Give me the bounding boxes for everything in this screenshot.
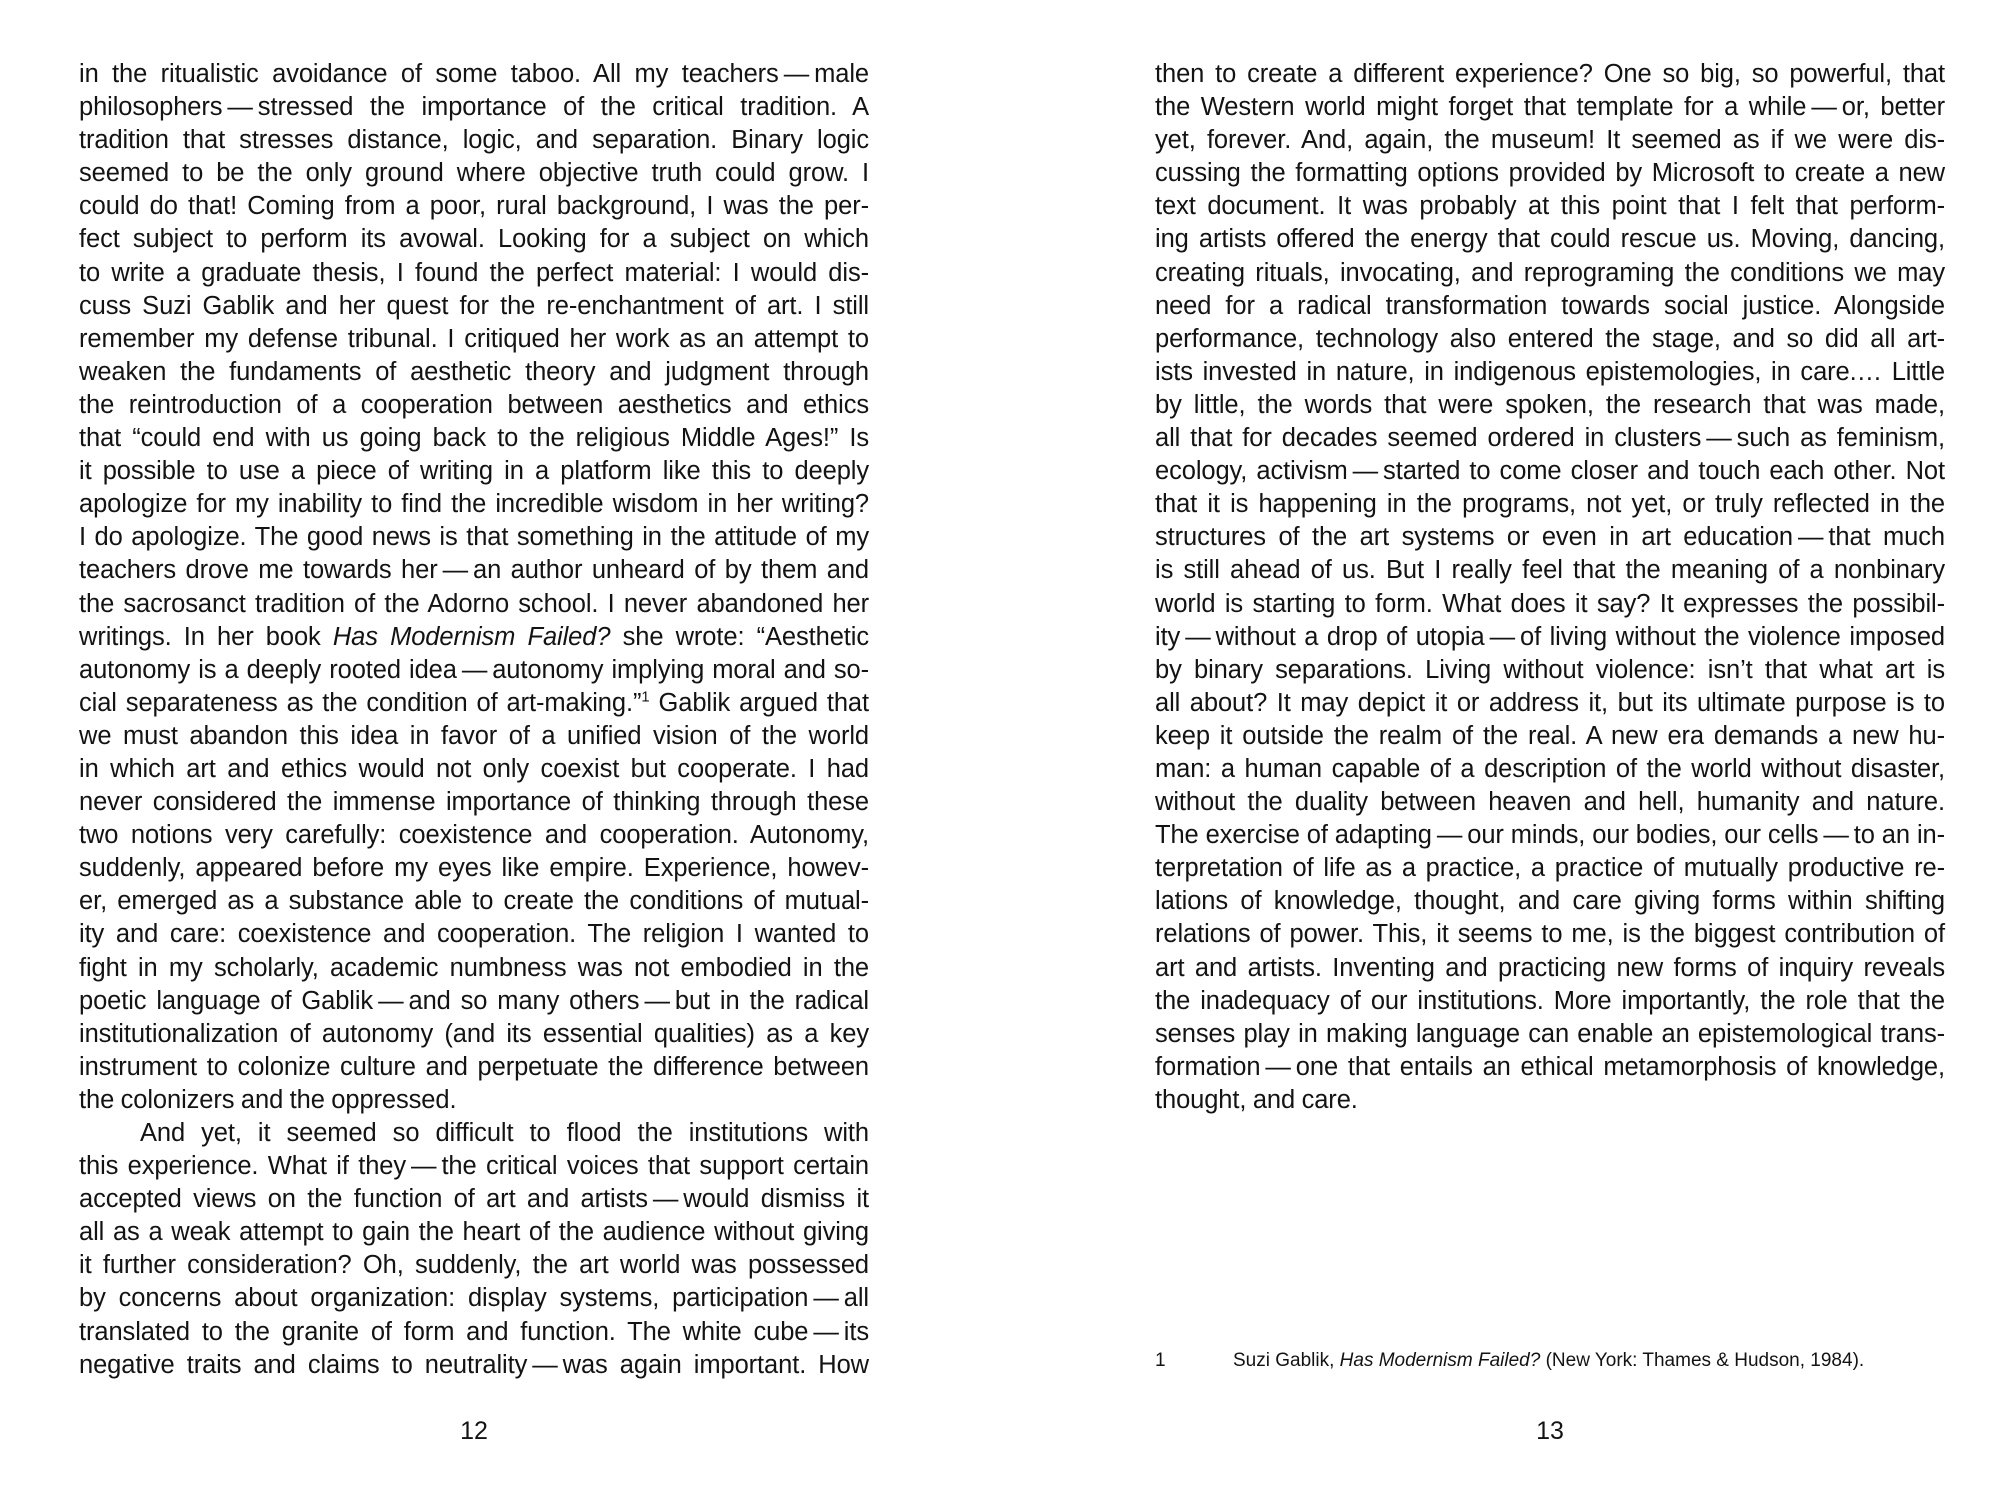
text-line: world is starting to form. What does it say? It expresses the possibil- [1155, 589, 1945, 618]
text-line: fect subject to perform its avowal. Looking for a subject on which [79, 225, 869, 254]
text-line: never considered the immense importance of thinking through these [79, 788, 869, 817]
text-line: weaken the fundaments of aesthetic theory and judgment through [79, 357, 869, 386]
footnote-marker: 1 [1155, 1350, 1166, 1371]
text-line: thought, and care. [1155, 1085, 1358, 1114]
text-line: all as a weak attempt to gain the heart of the audience without giving [79, 1218, 869, 1247]
text-line: seemed to be the only ground where objective truth could grow. I [79, 159, 869, 188]
text-line: text document. It was probably at this point that I felt that perform- [1155, 192, 1945, 221]
text-line: it possible to use a piece of writing in a platform like this to deeply [79, 457, 869, 486]
text-line: is still ahead of us. But I really feel that the meaning of a nonbinary [1155, 556, 1945, 585]
page-right [1000, 0, 2000, 1500]
text-line: institutionalization of autonomy (and its essential qualities) as a key [79, 1019, 869, 1048]
text-line: accepted views on the function of art and artists — would dismiss it [79, 1185, 869, 1214]
text-line: relations of power. This, it seems to me, is the biggest contribution of [1155, 920, 1945, 949]
text-line: tradition that stresses distance, logic, and separation. Binary logic [79, 126, 869, 155]
text-line: terpretation of life as a practice, a practice of mutually productive re- [1155, 854, 1945, 883]
text-line: poetic language of Gablik — and so many others — but in the radical [79, 986, 869, 1015]
text-line: philosophers — stressed the importance of the critical tradition. A [79, 93, 869, 122]
text-line: ity — without a drop of utopia — of living without the violence imposed [1155, 622, 1945, 651]
text-line: then to create a different experience? One so big, so powerful, that [1155, 60, 1945, 88]
text-line: by binary separations. Living without violence: isn’t that what art is [1155, 655, 1945, 684]
text-line: fight in my scholarly, academic numbness was not embodied in the [79, 953, 869, 982]
text-line: we must abandon this idea in favor of a unified vision of the world [79, 721, 869, 750]
text-line: And yet, it seemed so difficult to flood the institutions with [140, 1119, 869, 1147]
text-line: yet, forever. And, again, the museum! It seemed as if we were dis- [1155, 126, 1945, 155]
text-line: this experience. What if they — the critical voices that support certain [79, 1152, 869, 1181]
left-page-text-column [79, 58, 869, 1382]
text-line: The exercise of adapting — our minds, our bodies, our cells — to an in- [1155, 821, 1945, 850]
text-line: all that for decades seemed ordered in clusters — such as feminism, [1155, 424, 1945, 453]
text-line: apologize for my inability to find the incredible wisdom in her writing? [79, 490, 869, 519]
text-line: suddenly, appeared before my eyes like empire. Experience, howev- [79, 854, 869, 883]
text-line: cussing the formatting options provided by Microsoft to create a new [1155, 159, 1945, 188]
footnote [1155, 1349, 1955, 1373]
text-line: instrument to colonize culture and perpetuate the difference between [79, 1052, 869, 1081]
text-line: cial separateness as the condition of art-making.”$^1$ Gablik argued that [79, 688, 870, 717]
text-line: remember my defense tribunal. I critiqued her work as an attempt to [79, 324, 869, 353]
text-line: art and artists. Inventing and practicing new forms of inquiry reveals [1155, 953, 1945, 982]
text-line: could do that! Coming from a poor, rural background, I was the per- [79, 192, 869, 221]
text-line: ists invested in nature, in indigenous epistemologies, in care.… Little [1155, 357, 1945, 386]
text-line: two notions very carefully: coexistence and cooperation. Autonomy, [79, 821, 869, 850]
text-line: autonomy is a deeply rooted idea — autonomy implying moral and so- [79, 655, 869, 684]
text-line: the inadequacy of our institutions. More importantly, the role that the [1155, 986, 1945, 1015]
text-line: in which art and ethics would not only coexist but cooperate. I had [79, 754, 869, 783]
text-line: structures of the art systems or even in art education — that much [1155, 523, 1945, 552]
text-line: creating rituals, invocating, and reprograming the conditions we may [1155, 258, 1945, 287]
text-line: writings. In her book Has Modernism Failed? she wrote: “Aesthetic [79, 622, 869, 651]
text-line: in the ritualistic avoidance of some taboo. All my teachers — male [79, 60, 869, 88]
text-line: by concerns about organization: display systems, participation — all [79, 1284, 869, 1313]
text-line: formation — one that entails an ethical metamorphosis of knowledge, [1155, 1052, 1945, 1081]
text-line: that it is happening in the programs, not yet, or truly reflected in the [1155, 490, 1945, 519]
text-line: teachers drove me towards her — an author unheard of by them and [79, 556, 869, 585]
text-line: need for a radical transformation towards social justice. Alongside [1155, 291, 1945, 320]
right-page-text-column [1155, 58, 1945, 1117]
text-line: senses play in making language can enable an epistemological trans- [1155, 1019, 1945, 1048]
text-line: the colonizers and the oppressed. [79, 1085, 457, 1114]
text-line: the Western world might forget that template for a while — or, better [1155, 93, 1945, 122]
text-line: it further consideration? Oh, suddenly, the art world was possessed [79, 1251, 869, 1280]
text-line: keep it outside the realm of the real. A new era demands a new hu- [1155, 721, 1945, 750]
text-line: ing artists offered the energy that could rescue us. Moving, dancing, [1155, 225, 1945, 254]
text-line: that “could end with us going back to the religious Middle Ages!” Is [79, 424, 869, 453]
right-page-number: 13 [1536, 1417, 1564, 1445]
text-line: performance, technology also entered the stage, and so did all art- [1155, 324, 1945, 353]
text-line: the sacrosanct tradition of the Adorno school. I never abandoned her [79, 589, 869, 618]
text-line: to write a graduate thesis, I found the perfect material: I would dis- [79, 258, 869, 287]
text-line: er, emerged as a substance able to create the conditions of mutual- [79, 887, 869, 916]
text-line: all about? It may depict it or address it, but its ultimate purpose is to [1155, 688, 1945, 717]
footnote-text: Suzi Gablik, Has Modernism Failed? (New York: Thames & Hudson, 1984). [1233, 1350, 1865, 1371]
left-page-number: 12 [460, 1417, 488, 1445]
text-line: negative traits and claims to neutrality — was again important. How [79, 1350, 869, 1379]
text-line: man: a human capable of a description of the world without disaster, [1155, 754, 1945, 783]
text-line: without the duality between heaven and hell, humanity and nature. [1155, 788, 1945, 817]
text-line: the reintroduction of a cooperation between aesthetics and ethics [79, 390, 869, 419]
text-line: cuss Suzi Gablik and her quest for the re-enchantment of art. I still [79, 291, 869, 320]
text-line: I do apologize. The good news is that something in the attitude of my [79, 523, 869, 552]
text-line: translated to the granite of form and function. The white cube — its [79, 1317, 869, 1346]
text-line: lations of knowledge, thought, and care giving forms within shifting [1155, 887, 1945, 916]
text-line: by little, the words that were spoken, the research that was made, [1155, 390, 1945, 419]
text-line: ity and care: coexistence and cooperation. The religion I wanted to [79, 920, 869, 949]
text-line: ecology, activism — started to come closer and touch each other. Not [1155, 457, 1945, 486]
